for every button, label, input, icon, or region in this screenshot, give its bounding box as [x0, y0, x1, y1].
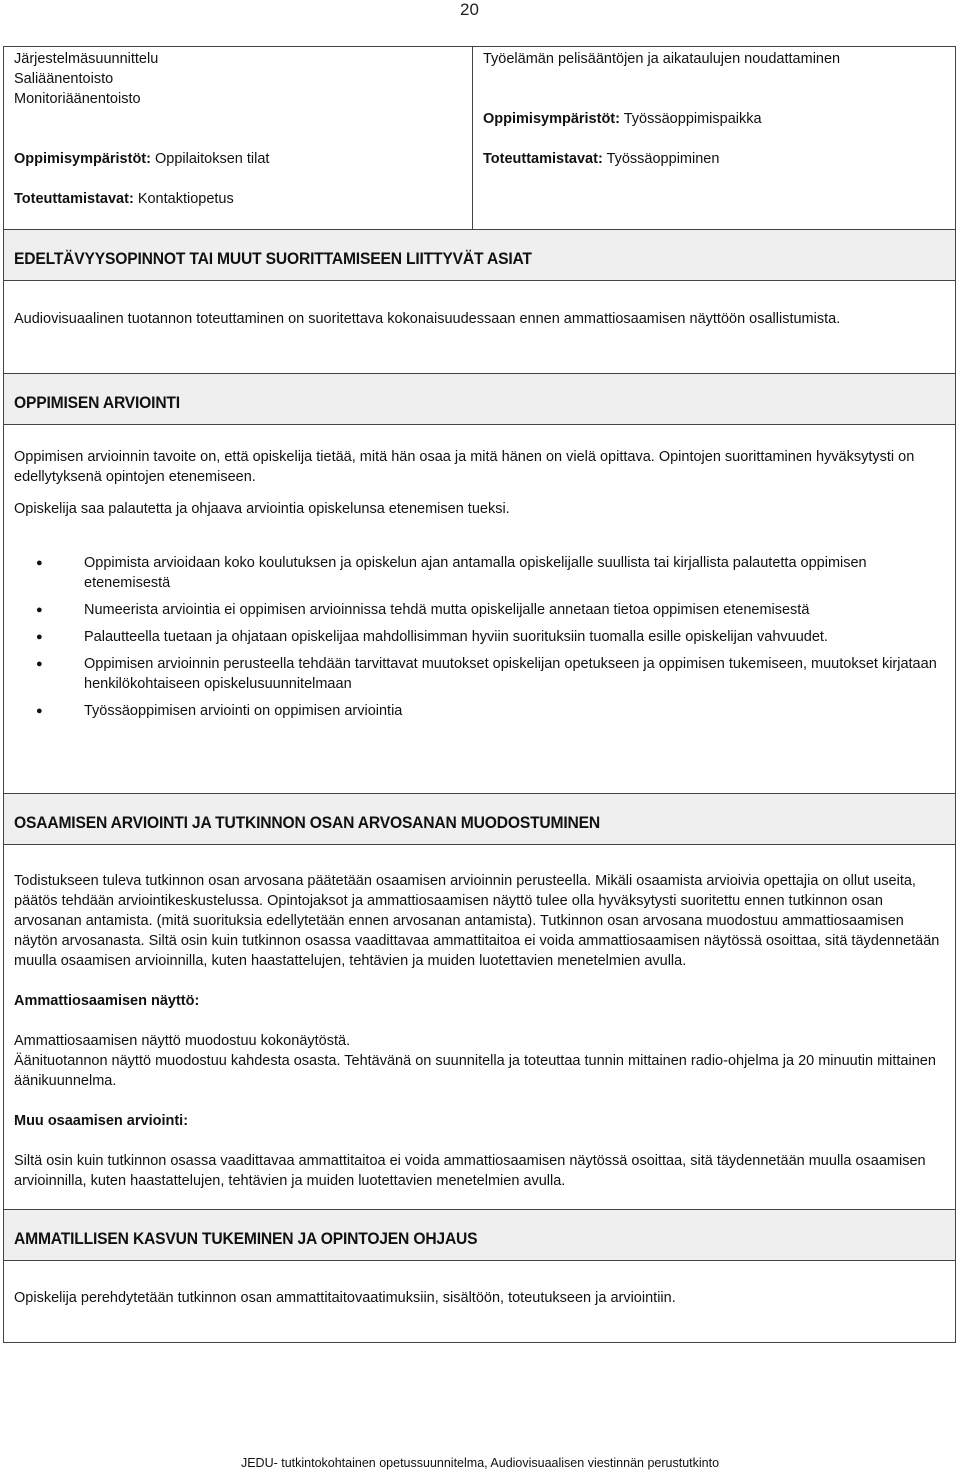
- topic-1: Järjestelmäsuunnittelu: [14, 51, 159, 67]
- right-method: Toteuttamistavat: Työssäoppiminen: [483, 151, 720, 167]
- page-number: 20: [460, 0, 479, 19]
- grading-content: [4, 845, 956, 1210]
- assessment-paragraph-2: Opiskelija saa palautetta ja ohjaava arviointia opiskelunsa etenemisen tueksi.: [14, 501, 510, 517]
- guidance-content: [4, 1261, 956, 1343]
- grading-heading: OSAAMISEN ARVIOINTI JA TUTKINNON OSAN ARVOSANAN MUODOSTUMINEN: [14, 813, 601, 832]
- left-method: Toteuttamistavat: Kontaktiopetus: [14, 191, 234, 207]
- assessment-heading-cell: [4, 374, 956, 425]
- demo-label: Ammattiosaamisen näyttö:: [14, 993, 200, 1009]
- topic-2: Saliäänentoisto: [14, 71, 114, 87]
- other-text: Siltä osin kuin tutkinnon osassa vaadittavaa ammattitaitoa ei voida ammattiosaamisen näytössä osoittaa, sitä täydennetään muulla osaamisen arvioinnilla, kuten haastattelujen, tehtävien ja muiden luotettavien menetelmien avulla.: [14, 1153, 926, 1189]
- curriculum-table: [3, 46, 956, 1343]
- prereq-heading-cell: [4, 230, 956, 281]
- right-topic: Työelämän pelisääntöjen ja aikataulujen noudattaminen: [483, 51, 841, 67]
- page-footer: JEDU- tutkintokohtainen opetussuunnitelma, Audiovisuaalisen viestinnän perustutkinto: [240, 1456, 720, 1470]
- left-environment: Oppimisympäristöt: Oppilaitoksen tilat: [14, 151, 270, 167]
- list-item: ● Oppimisen arvioinnin perusteella tehdään tarvittavat muutokset opiskelijan opetukseen ja oppimisen tukemiseen, muutokset kirjataan henkilökohtaiseen opiskelusuunnitelmaan: [14, 654, 945, 694]
- prereq-text: Audiovisuaalinen tuotannon toteuttaminen on suoritettava kokonaisuudessaan ennen ammattiosaamisen näyttöön osallistumista.: [14, 311, 841, 327]
- assessment-paragraph-1: Oppimisen arvioinnin tavoite on, että opiskelija tietää, mitä hän osaa ja mitä hänen on vielä opittava. Opintojen suorittaminen hyväksytysti on edellytyksenä opintojen etenemiseen.: [14, 449, 915, 485]
- demo-line-2: Äänituotannon näyttö muodostuu kahdesta osasta. Tehtävänä on suunnitella ja toteuttaa tunnin mittainen radio-ohjelma ja 20 minuutin mittainen äänikuunnelma.: [14, 1053, 936, 1089]
- right-environment: Oppimisympäristöt: Työssäoppimispaikka: [483, 111, 762, 127]
- guidance-text: Opiskelija perehdytetään tutkinnon osan ammattitaitovaatimuksiin, sisältöön, toteutukseen ja arviointiin.: [14, 1290, 676, 1306]
- right-cell: [473, 47, 956, 230]
- prereq-content: [4, 281, 956, 374]
- left-cell: [4, 47, 473, 230]
- topic-3: Monitoriäänentoisto: [14, 91, 141, 107]
- other-label: Muu osaamisen arviointi:: [14, 1113, 189, 1129]
- assessment-content: [4, 425, 956, 794]
- list-item: ● Oppimista arvioidaan koko koulutuksen ja opiskelun ajan antamalla opiskelijalle suullista tai kirjallista palautetta oppimisen etenemisestä: [14, 553, 945, 593]
- top-row: [4, 47, 956, 230]
- list-item: ● Numeerista arviointia ei oppimisen arvioinnissa tehdä mutta opiskelijalle annetaan tietoa oppimisen etenemisestä: [14, 600, 945, 620]
- assessment-bullet-list: [14, 553, 945, 721]
- grading-paragraph: Todistukseen tuleva tutkinnon osan arvosana päätetään osaamisen arvioinnin perusteella. Mikäli osaamista arvioivia opettajia on ollut useita, päätös tehdään arviointikeskustelussa. Opintojaksot ja ammattiosaamisen näyttö tulee olla hyväksytysti suoritettu ennen tutkinnon osan arvosanan antamista. (mitä suorituksia edellytetään ennen arvosanan antamista). Tutkinnon osan arvosana muodostuu ammattiosaamisen näytön arvosanasta. Siltä osin kuin tutkinnon osassa vaadittavaa ammattitaitoa ei voida ammattiosaamisen näytössä osoittaa, sitä täydennetään muulla osaamisen arvioinnilla, kuten haastattelujen, tehtävien ja muiden luotettavien menetelmien avulla.: [14, 873, 940, 969]
- grading-heading-cell: [4, 794, 956, 845]
- guidance-heading-cell: [4, 1210, 956, 1261]
- guidance-heading: AMMATILLISEN KASVUN TUKEMINEN JA OPINTOJEN OHJAUS: [14, 1229, 478, 1248]
- assessment-heading: OPPIMISEN ARVIOINTI: [14, 393, 180, 412]
- demo-line-1: Ammattiosaamisen näyttö muodostuu kokonäytöstä.: [14, 1033, 351, 1049]
- prereq-heading: EDELTÄVYYSOPINNOT TAI MUUT SUORITTAMISEEN LIITTYVÄT ASIAT: [14, 249, 532, 268]
- list-item: ● Palautteella tuetaan ja ohjataan opiskelijaa mahdollisimman hyviin suorituksiin tuomalla esille opiskelijan vahvuudet.: [14, 627, 945, 647]
- list-item: ● Työssäoppimisen arviointi on oppimisen arviointia: [14, 701, 945, 721]
